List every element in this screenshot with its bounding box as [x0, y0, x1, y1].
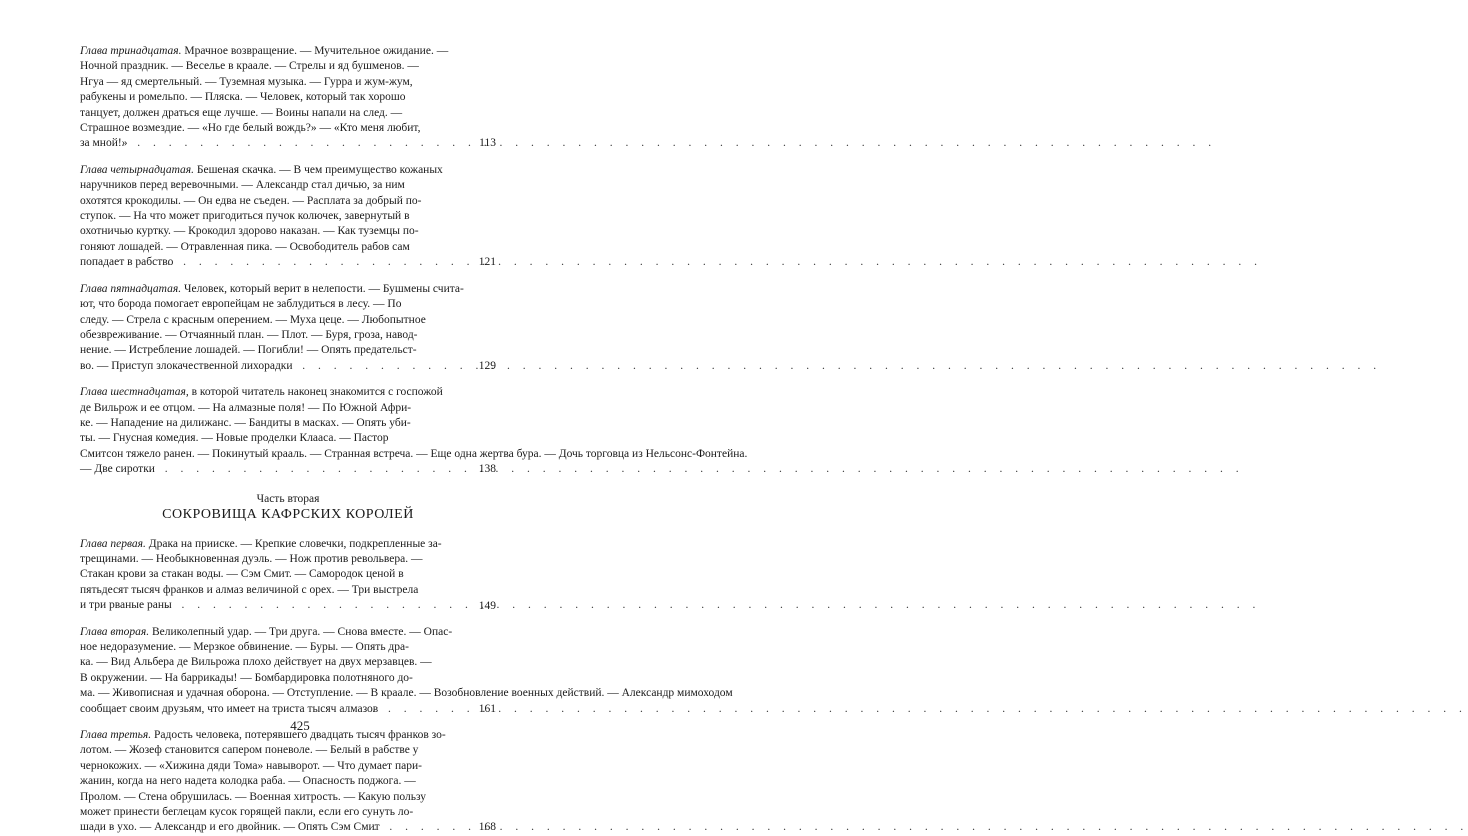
toc-entry-line [80, 447, 748, 462]
dot-leader [378, 702, 1467, 717]
toc-entry-line [80, 416, 466, 431]
chapter-label: Глава третья. [80, 729, 152, 742]
toc-entry-last-line [80, 702, 466, 717]
toc-entry-text: Драка на прииске. — Крепкие словечки, подкрепленные за- [148, 537, 442, 550]
toc-page-number: 161 [478, 702, 496, 715]
toc-entry-line [80, 178, 466, 193]
toc-entry [80, 282, 496, 374]
toc-entry-line [80, 805, 466, 820]
toc-entry-text: трещинами. — Необыкновенная дуэль. — Нож против револьвера. — [80, 552, 423, 565]
toc-entry-text: жанин, когда на него надета колодка раба. — Опасность поджога. — [80, 775, 416, 788]
toc-entry-text: во. — Приступ злокачественной лихорадки [80, 359, 293, 372]
part-subtitle: Часть вторая [256, 492, 320, 505]
part-heading [80, 492, 496, 523]
toc-page-number: 129 [478, 359, 496, 372]
toc-entry-text: лотом. — Жозеф становится сапером поневоле. — Белый в рабстве у [80, 744, 419, 757]
toc-entry-line [80, 743, 466, 758]
toc-entry-text: Стакан крови за стакан воды. — Сэм Смит. — Самородок ценой в [80, 568, 404, 581]
toc-entry-text: Пролом. — Стена обрушилась. — Военная хитрость. — Какую пользу [80, 790, 427, 803]
chapter-label: Глава вторая. [80, 625, 150, 638]
toc-entry-line [80, 790, 466, 805]
toc-entry-line [80, 625, 466, 640]
toc-entry-line [80, 567, 466, 582]
toc-entry-text: шади в ухо. — Александр и его двойник. — Опять Сэм Смит [80, 821, 380, 834]
toc-entry-text: Страшное возмездие. — «Но где белый вождь?» — «Кто меня любит, [80, 122, 421, 135]
toc-entry-text: в которой читатель наконец знакомится с госпожой [191, 386, 443, 399]
chapter-label: Глава пятнадцатая. [80, 282, 182, 295]
page-number: 425 [290, 718, 310, 733]
toc-page-number: 138 [478, 463, 496, 476]
toc-entry-last-line [80, 598, 466, 613]
toc-entry-text: пятьдесят тысяч франков и алмаз величиной с орех. — Три выстрела [80, 583, 419, 596]
toc-entry-line [80, 313, 466, 328]
toc-entry-last-line [80, 820, 466, 835]
toc-entry [80, 385, 748, 477]
toc-entry-line [80, 240, 466, 255]
toc-entry-line [80, 686, 733, 701]
toc-entry [80, 537, 496, 614]
dot-leader [173, 255, 1262, 270]
toc-page-number: 149 [478, 599, 496, 612]
toc-entry-line [80, 224, 466, 239]
toc-entry-line [80, 59, 466, 74]
toc-part-two-entries [80, 537, 733, 836]
toc-entry-text: сообщает своим друзьям, что имеет на триста тысяч алмазов [80, 702, 379, 715]
toc-entry [80, 163, 496, 271]
toc-entry-text: и три рваные раны [80, 599, 172, 612]
toc-entry-text: ное недоразумение. — Мерзкое обвинение. — Буры. — Опять дра- [80, 641, 409, 653]
toc-entry-line [80, 774, 466, 789]
toc-entry-text: Мрачное возвращение. — Мучительное ожидание. — [184, 45, 449, 57]
toc-entry [80, 625, 733, 717]
toc-entry-line [80, 209, 466, 224]
toc-entry-line [80, 163, 466, 178]
toc-entry-text: ке. — Нападение на дилижанс. — Бандиты в масках. — Опять уби- [80, 416, 411, 429]
toc-entry-line [80, 401, 466, 416]
toc-entry [80, 728, 496, 836]
toc-entry-text: — Две сиротки [80, 463, 155, 476]
dot-leader [172, 598, 1261, 613]
toc-entry-text: Смитсон тяжело ранен. — Покинутый крааль. — Странная встреча. — Еще одна жертва бура. — Дочь торговца из Нельсонс-Фонтейна. [80, 447, 748, 460]
toc-entry-text: танцует, должен драться еще лучше. — Воины напали на след. — [80, 106, 403, 119]
toc-entry-text: Человек, который верит в нелепости. — Бушмены счита- [183, 282, 464, 295]
part-title: СОКРОВИЩА КАФРСКИХ КОРОЛЕЙ [162, 506, 414, 522]
toc-entry-text: охотничью куртку. — Крокодил здорово наказан. — Как туземцы по- [80, 225, 419, 238]
toc-entry-text: за мной!» [80, 137, 128, 150]
toc-page-number: 113 [479, 137, 496, 149]
toc-entry-text: обезвреживание. — Отчаянный план. — Плот. — Буря, гроза, навод- [80, 328, 418, 341]
toc-entry-text: охотятся крокодилы. — Он едва не съеден. — Расплата за добрый по- [80, 194, 422, 207]
toc-entry [80, 44, 496, 152]
toc-entry-text: рабукены и ромельпо. — Пляска. — Человек, который так хорошо [80, 91, 406, 104]
toc-entry-text: де Вильрож и ее отцом. — На алмазные поля! — По Южной Афри- [80, 401, 412, 414]
toc-entry-line [80, 343, 466, 358]
chapter-label: Глава шестнадцатая, [80, 386, 189, 399]
toc-entry-text: ты. — Гнусная комедия. — Новые проделки Клааса. — Пастор [80, 432, 389, 445]
toc-entry-line [80, 282, 466, 297]
dot-leader [155, 462, 1244, 477]
toc-entry-text: Ночной праздник. — Веселье в краале. — Стрелы и яд бушменов. — [80, 60, 419, 73]
toc-entry-text: чернокожих. — «Хижина дяди Тома» навыворот. — Что думает пари- [80, 759, 422, 772]
toc-entry-last-line [80, 255, 466, 270]
dot-leader [127, 136, 1216, 151]
toc-entry-line [80, 297, 466, 312]
toc-entry-text: ка. — Вид Альбера де Вильрожа плохо действует на двух мерзавцев. — [80, 656, 432, 669]
toc-entry-line [80, 759, 466, 774]
dot-leader [380, 820, 1468, 835]
toc-entry-line [80, 552, 466, 567]
toc-entry-line [80, 106, 466, 121]
toc-entry-text: нение. — Истребление лошадей. — Погибли! — Опять предательст- [80, 344, 417, 357]
toc-entry-line [80, 385, 466, 400]
dot-leader [293, 359, 1382, 374]
toc-entry-text: может принести беглецам кусок горящей пакли, если его сунуть ло- [80, 806, 414, 819]
toc-entry-text: наручников перед веревочными. — Александр стал дичью, за ним [80, 179, 405, 192]
toc-part-one-entries [80, 44, 748, 478]
toc-entry-text: попадает в рабство [80, 256, 174, 269]
toc-entry-last-line [80, 359, 466, 374]
toc-entry-line [80, 655, 466, 670]
chapter-label: Глава первая. [80, 537, 146, 550]
toc-entry-line [80, 537, 466, 552]
toc-entry-text: гоняют лошадей. — Отравленная пика. — Освободитель рабов сам [80, 240, 410, 253]
toc-page-number: 121 [478, 255, 496, 268]
toc-entry-line [80, 640, 466, 655]
chapter-label: Глава четырнадцатая. [80, 163, 194, 176]
toc-entry-line [80, 194, 466, 209]
toc-entry-text: ют, что борода помогает европейцам не заблудиться в лесу. — По [80, 298, 402, 311]
toc-entry-line [80, 328, 466, 343]
toc-entry-line [80, 431, 466, 446]
toc-entry-line [80, 44, 466, 59]
chapter-label: Глава тринадцатая. [80, 45, 182, 57]
toc-page-number: 168 [478, 821, 496, 834]
toc-entry-text: Бешеная скачка. — В чем преимущество кожаных [196, 163, 443, 176]
toc-entry-text: Великолепный удар. — Три друга. — Снова вместе. — Опас- [152, 625, 453, 638]
toc-entry-text: Нгуа — яд смертельный. — Туземная музыка. — Гурра и жум-жум, [80, 75, 413, 88]
toc-entry-line [80, 75, 466, 90]
toc-entry-last-line [80, 462, 466, 477]
toc-entry-text: Радость человека, потерявшего двадцать тысяч франков зо- [154, 729, 446, 742]
toc-entry-line [80, 121, 466, 136]
toc-entry-text: следу. — Стрела с красным оперением. — Муха цеце. — Любопытное [80, 313, 426, 326]
toc-entry-line [80, 90, 466, 105]
toc-entry-line [80, 583, 466, 598]
toc-entry-text: В окружении. — На баррикады! — Бомбардировка полотняного до- [80, 671, 413, 684]
toc-entry-text: ступок. — На что может пригодиться пучок колючек, завернутый в [80, 210, 410, 223]
toc-entry-last-line [80, 136, 466, 151]
toc-entry-text: ма. — Живописная и удачная оборона. — Отступление. — В краале. — Возобновление военных действий. — Александр мимоходом [80, 687, 733, 700]
toc-entry-line [80, 671, 466, 686]
